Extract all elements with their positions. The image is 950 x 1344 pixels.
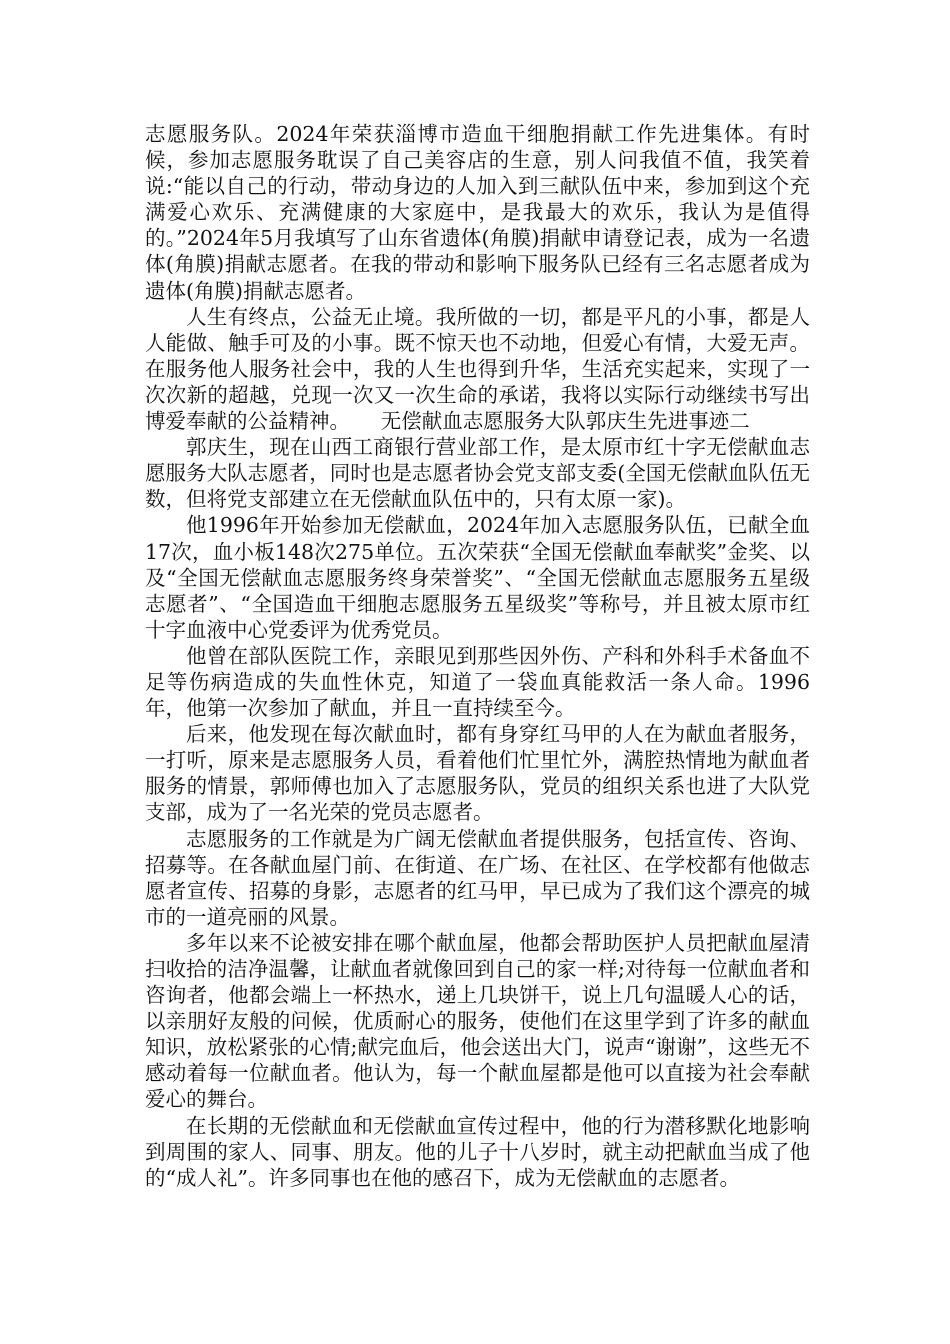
paragraph-2: 人生有终点，公益无止境。我所做的一切，都是平凡的小事，都是人人能做、触手可及的小事。既不惊天也不动地，但爱心有情，大爱无声。在服务他人服务社会中，我的人生也得到升华，生活充实起来，实现了一次次新的超越，兑现一次又一次生命的承诺，我将以实际行动继续书写出博爱奉献的公益精神。 无偿献血志愿服务大队郭庆生先进事迹二 — [145, 304, 810, 434]
paragraph-4: 他1996年开始参加无偿献血，2024年加入志愿服务队伍，已献全血17次，血小板148次275单位。五次荣获“全国无偿献血奉献奖”金奖、以及“全国无偿献血志愿服务终身荣誉奖”、“全国无偿献血志愿服务五星级志愿者”、“全国造血干细胞志愿服务五星级奖”等称号，并且被太原市红十字血液中心党委评为优秀党员。 — [145, 513, 810, 642]
paragraph-9: 在长期的无偿献血和无偿献血宣传过程中，他的行为潜移默化地影响到周围的家人、同事、朋友。他的儿子十八岁时，就主动把献血当成了他的“成人礼”。许多同事也在他的感召下，成为无偿献血的志愿者。 — [145, 1113, 810, 1190]
paragraph-3: 郭庆生，现在山西工商银行营业部工作，是太原市红十字无偿献血志愿服务大队志愿者，同时也是志愿者协会党支部支委(全国无偿献血队伍无数，但将党支部建立在无偿献血队伍中的，只有太原一家)。 — [145, 435, 810, 512]
paragraph-6: 后来，他发现在每次献血时，都有身穿红马甲的人在为献血者服务，一打听，原来是志愿服务人员，看着他们忙里忙外，满腔热情地为献血者服务的情景，郭师傅也加入了志愿服务队，党员的组织关系也进了大队党支部，成为了一名光荣的党员志愿者。 — [145, 722, 810, 825]
paragraph-7: 志愿服务的工作就是为广阔无偿献血者提供服务，包括宣传、咨询、招募等。在各献血屋门前、在街道、在广场、在社区、在学校都有他做志愿者宣传、招募的身影，志愿者的红马甲，早已成为了我们这个漂亮的城市的一道亮丽的风景。 — [145, 826, 810, 929]
document-page — [145, 121, 810, 1191]
paragraph-8: 多年以来不论被安排在哪个献血屋，他都会帮助医护人员把献血屋清扫收拾的洁净温馨，让献血者就像回到自己的家一样;对待每一位献血者和咨询者，他都会端上一杯热水，递上几块饼干，说上几句温暖人心的话，以亲朋好友般的问候，优质耐心的服务，使他们在这里学到了许多的献血知识，放松紧张的心情;献完血后，他会送出大门，说声“谢谢”，这些无不感动着每一位献血者。他认为，每一个献血屋都是他可以直接为社会奉献爱心的舞台。 — [145, 930, 810, 1112]
paragraph-5: 他曾在部队医院工作，亲眼见到那些因外伤、产科和外科手术备血不足等伤病造成的失血性休克，知道了一袋血真能救活一条人命。1996年，他第一次参加了献血，并且一直持续至今。 — [145, 643, 810, 721]
paragraph-1: 志愿服务队。2024年荣获淄博市造血干细胞捐献工作先进集体。有时候，参加志愿服务耽误了自己美容店的生意，别人问我值不值，我笑着说:“能以自己的行动，带动身边的人加入到三献队伍中来，参加到这个充满爱心欢乐、充满健康的大家庭中，是我最大的欢乐，我认为是值得的。”2024年5月我填写了山东省遗体(角膜)捐献申请登记表，成为一名遗体(角膜)捐献志愿者。在我的带动和影响下服务队已经有三名志愿者成为遗体(角膜)捐献志愿者。 — [145, 122, 810, 303]
